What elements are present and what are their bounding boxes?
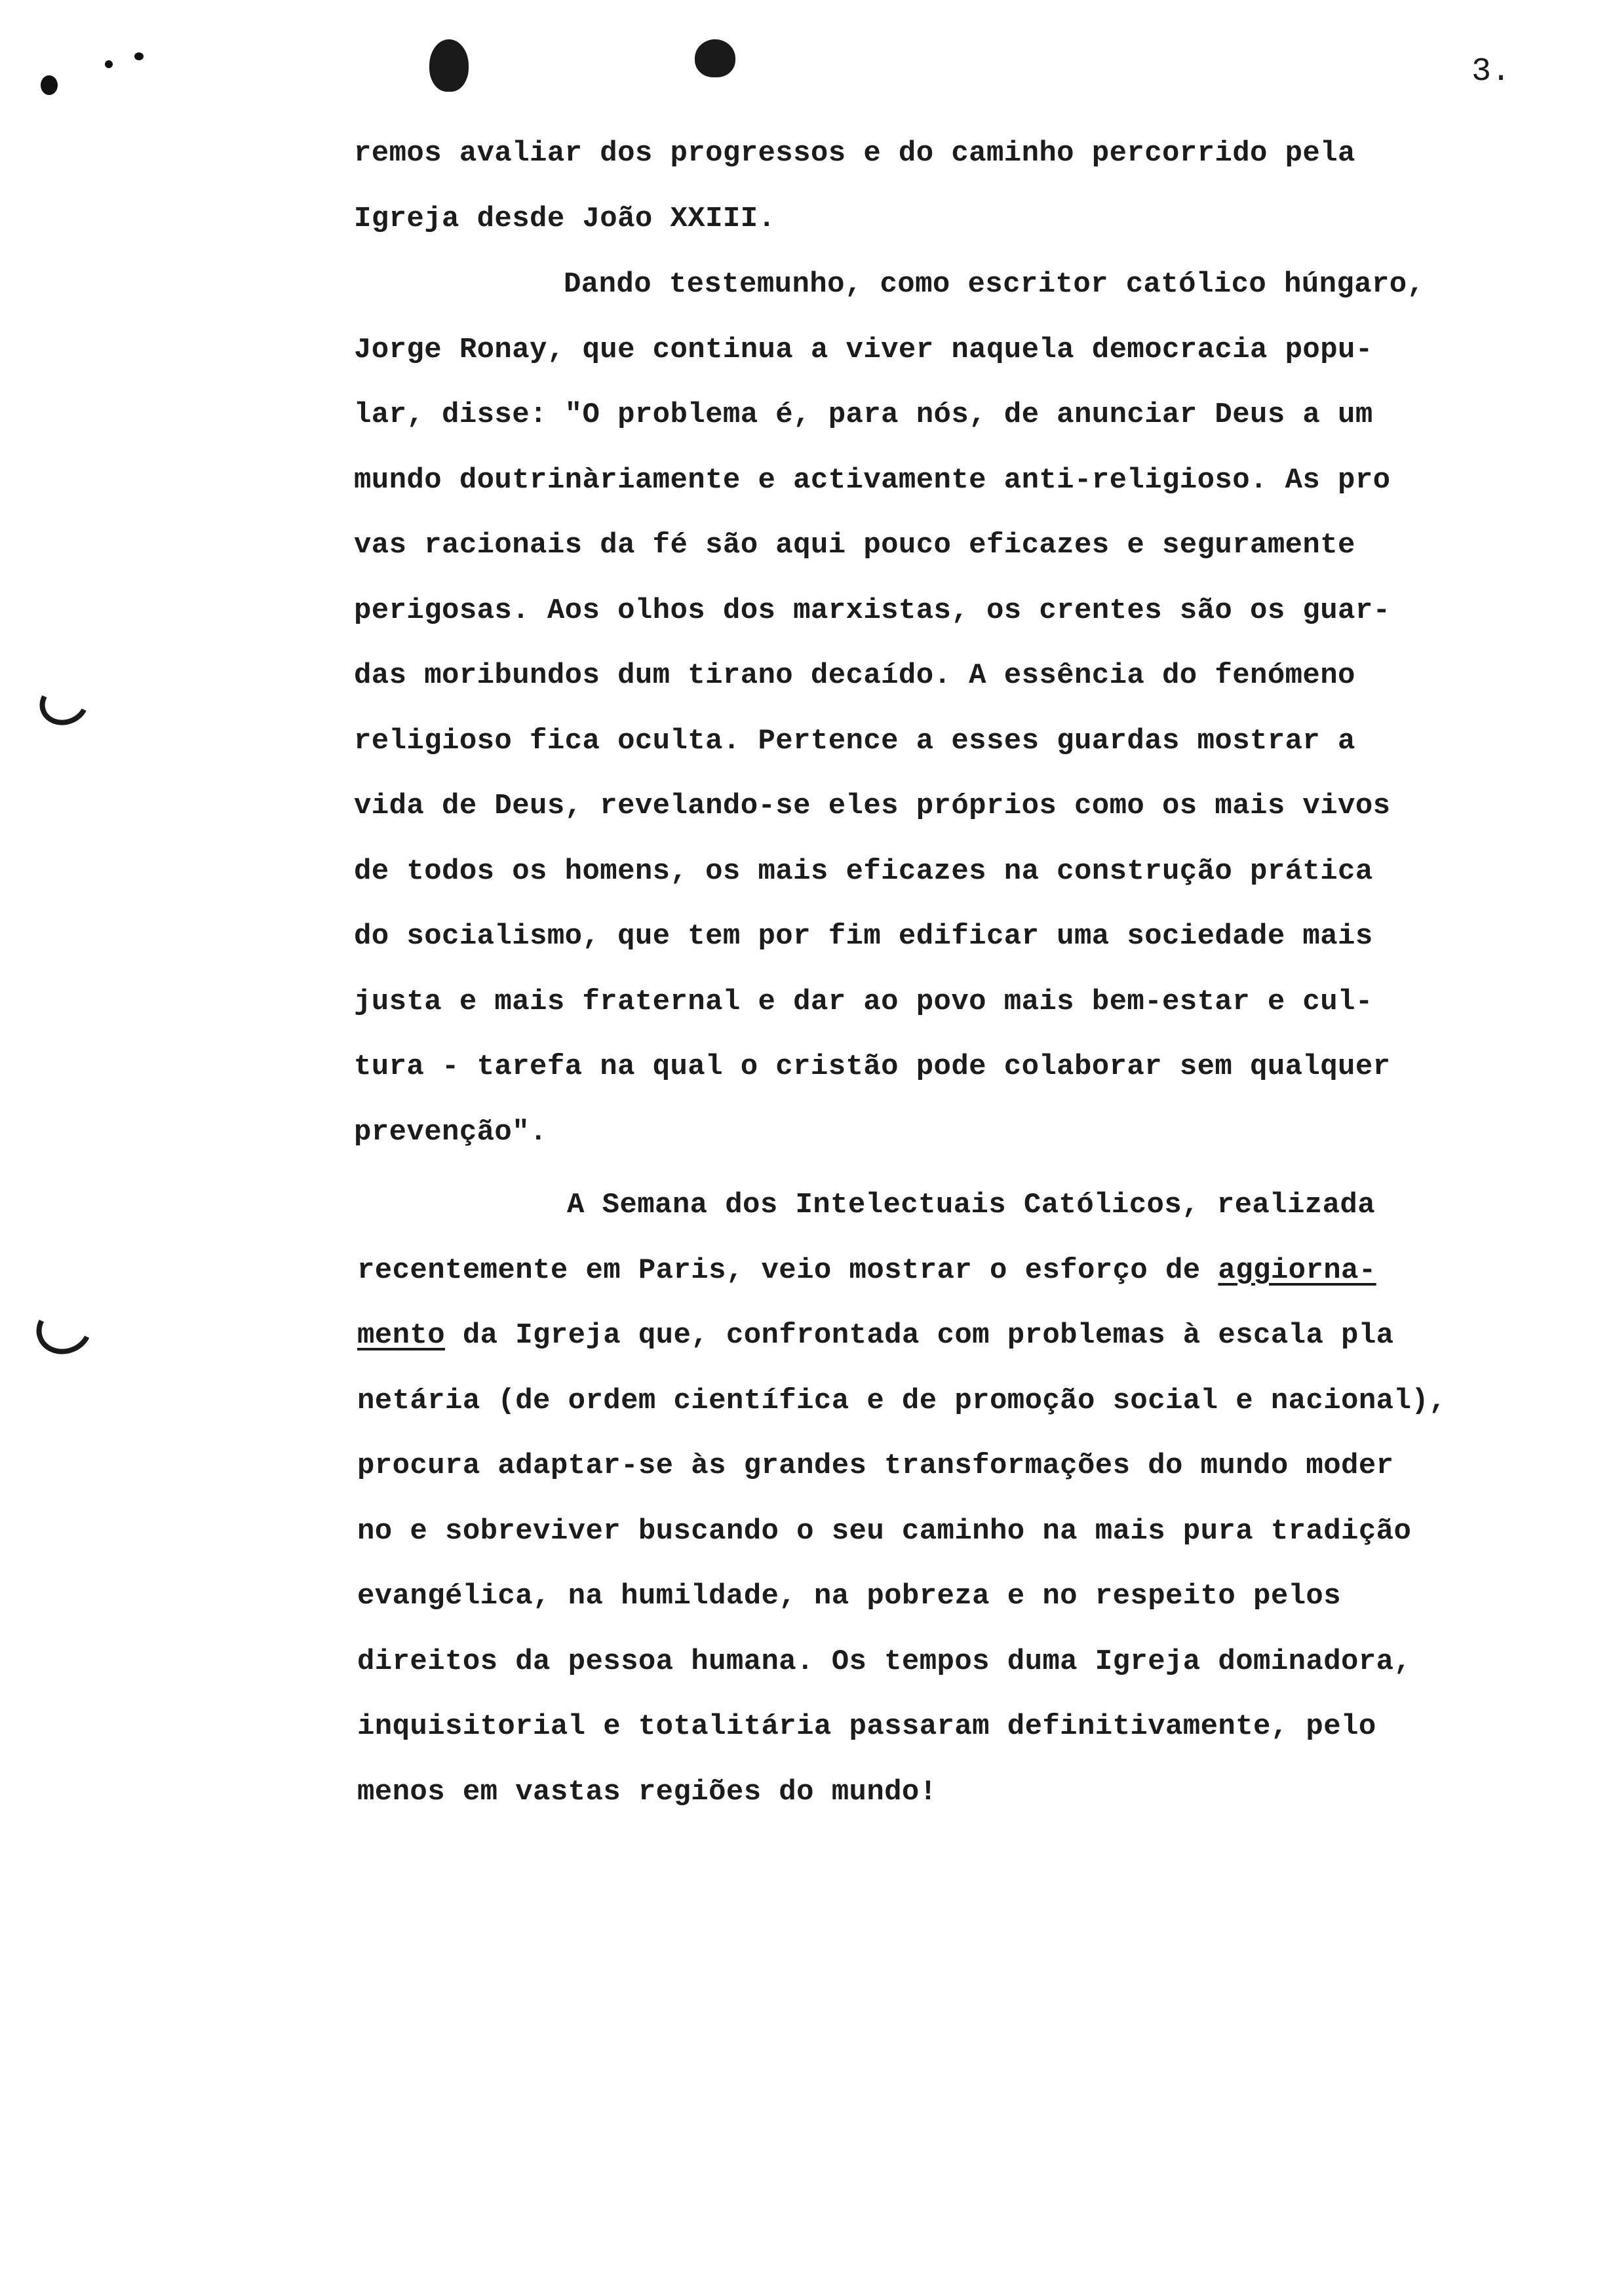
- text-line: direitos da pessoa humana. Os tempos duma Igreja dominadora,: [357, 1645, 1412, 1678]
- page-number: 3.: [1471, 53, 1511, 90]
- text-line: inquisitorial e totalitária passaram definitivamente, pelo: [357, 1710, 1376, 1743]
- text-line: evangélica, na humildade, na pobreza e no respeito pelos: [357, 1580, 1342, 1613]
- text-line: Dando testemunho, como escritor católico húngaro,: [564, 268, 1425, 301]
- text-line: de todos os homens, os mais eficazes na construção prática: [354, 854, 1373, 888]
- underlined-term: mento: [357, 1319, 446, 1352]
- text-line: no e sobreviver buscando o seu caminho na mais pura tradição: [357, 1514, 1412, 1548]
- underlined-term: aggiorna-: [1218, 1253, 1376, 1287]
- text-line: menos em vastas regiões do mundo!: [357, 1775, 937, 1808]
- text-line: das moribundos dum tirano decaído. A essência do fenómeno: [354, 659, 1355, 692]
- ink-blot: [695, 39, 735, 77]
- text-line: mundo doutrinàriamente e activamente anti-religioso. As pro: [354, 463, 1391, 497]
- ink-dot: [134, 52, 144, 60]
- text-line: Jorge Ronay, que continua a viver naquela democracia popu-: [354, 333, 1373, 366]
- text-line: procura adaptar-se às grandes transformações do mundo moder: [357, 1449, 1394, 1482]
- text-line: vida de Deus, revelando-se eles próprios como os mais vivos: [354, 790, 1391, 822]
- text-line: [357, 1303, 1576, 1369]
- punch-hole-mark: [33, 674, 95, 732]
- text-line: lar, disse: "O problema é, para nós, de anunciar Deus a um: [354, 398, 1373, 431]
- paragraph-intellectuals-week: [357, 1173, 1576, 1825]
- ink-blot: [429, 39, 469, 92]
- text-line: perigosas. Aos olhos dos marxistas, os crentes são os guar-: [354, 594, 1391, 627]
- text-line: religioso fica oculta. Pertence a esses guardas mostrar a: [354, 724, 1355, 757]
- text-line: vas racionais da fé são aqui pouco eficazes e seguramente: [354, 529, 1355, 562]
- text-line: tura - tarefa na qual o cristão pode colaborar sem qualquer: [354, 1050, 1391, 1083]
- ink-dot: [41, 75, 58, 95]
- ink-dot: [105, 60, 113, 68]
- paragraph-continuation: [354, 121, 1573, 252]
- text-line: [357, 1238, 1576, 1304]
- text-line: justa e mais fraternal e dar ao povo mais bem-estar e cul-: [354, 985, 1373, 1018]
- text-segment: da Igreja que, confrontada com problemas à escala pla: [445, 1319, 1394, 1352]
- text-line: prevenção".: [354, 1115, 547, 1149]
- text-line: netária (de ordem científica e de promoção social e nacional),: [357, 1384, 1447, 1417]
- text-segment: recentemente em Paris, veio mostrar o esforço de: [357, 1253, 1218, 1287]
- text-line: do socialismo, que tem por fim edificar uma sociedade mais: [354, 920, 1373, 953]
- paragraph-testimony: [354, 252, 1573, 1165]
- punch-hole-mark: [29, 1296, 100, 1362]
- text-line: Igreja desde João XXIII.: [354, 202, 776, 235]
- text-line: remos avaliar dos progressos e do caminho percorrido pela: [354, 137, 1355, 170]
- text-line: A Semana dos Intelectuais Católicos, realizada: [567, 1189, 1375, 1221]
